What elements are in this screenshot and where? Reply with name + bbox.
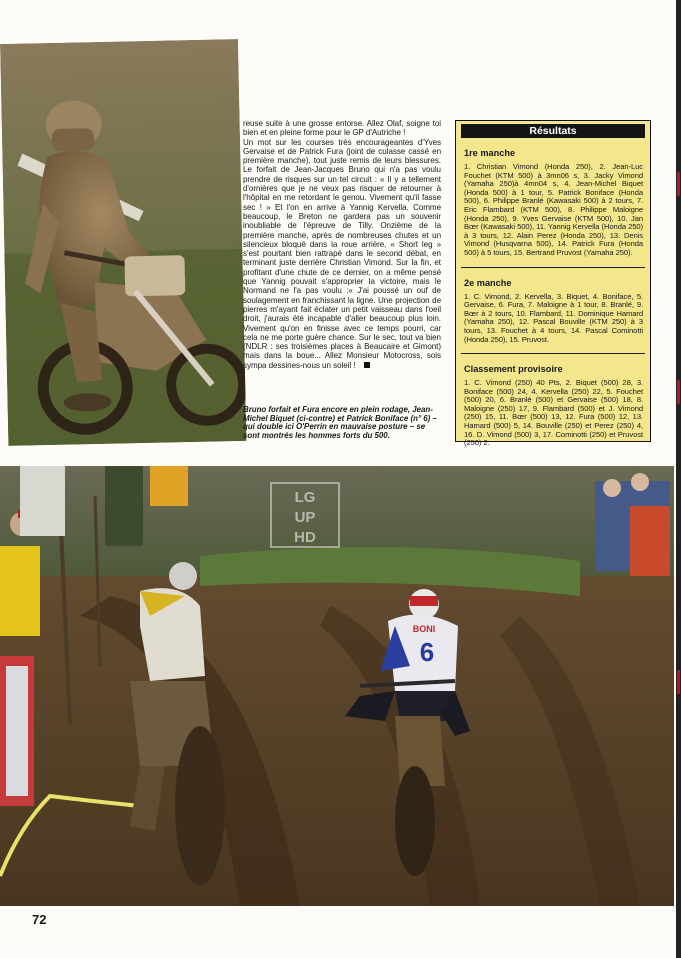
page-edge-tab bbox=[677, 670, 680, 694]
rider-photo-top bbox=[0, 39, 246, 446]
results-divider bbox=[461, 353, 645, 354]
standings-results: 1. C. Vimond (250) 40 Pts, 2. Biquet (500) 28, 3. Boniface (500) 24, 4. Kervella (250) 22, 5. Fouchet (500) 20, 6. Branlé (500) et Gervaise (500) 18, 8. Maloigne (250) 17, 9. Flambard (500) et J. Vimond (250) 15, 11. Bœr (500) 13, 12. Fura (500) 12, 13. Hamard (500) 5, 14. Bouville (250) et Perez (250) 4, 16. D. Vimond (500) 3, 17. Cominotti (250) et Pruvost (250) 2. bbox=[464, 378, 643, 448]
article-paragraph-2 bbox=[243, 138, 441, 370]
page-edge-tab bbox=[677, 172, 680, 196]
manche-2-results: 1. C. Vimond, 2. Kervella, 3. Biquet, 4. Boniface, 5. Gervaise, 6. Fura, 7. Maloigne à 1 tour, 8. Branlé, 9. Bœr à 2 tours, 10. Flambard, 11. Dominique Hamard (Yamaha 250), 12. Pascal Bouville (KTM 250) à 3 tours, 13. Fouchet à 4 tours, 14. Pascal Cominotti (Honda 250), 15. Pruvost. bbox=[464, 291, 643, 344]
page-edge bbox=[676, 0, 681, 958]
results-title: Résultats bbox=[461, 124, 645, 138]
watermark-line-1: LG bbox=[294, 489, 316, 506]
manche-1-heading: 1re manche bbox=[464, 148, 516, 158]
page-edge-tab bbox=[677, 380, 680, 404]
article-body bbox=[243, 119, 441, 370]
article-paragraph-1: reuse suite à une grosse entorse. Allez Olaf, soigne toi bien et en pleine forme pour le GP d'Autriche ! bbox=[243, 119, 441, 138]
standings-heading: Classement provisoire bbox=[464, 364, 563, 375]
end-of-article-mark bbox=[364, 362, 370, 368]
manche-2-heading: 2e manche bbox=[464, 277, 512, 288]
manche-1-results: 1. Christian Vimond (Honda 250), 2. Jean-Luc Fouchet (KTM 500) à 3mn06 s, 3. Jacky Vimond (Yamaha 250)à 4mn04 s, 4. Jean-Michel Biquet (Honda 500) à 1 tour, 5. Patrick Boniface (Honda 500), 6. Philippe Branlé (Kawasaki 500) à 2 tours, 7. Eric Flambard (KTM 500), 8. Philippe Maloigne (Honda 250), 9. Yves Gervaise (KTM 500), 10. Jan Bœr (Kawasaki 500), 11. Yannig Kervella (Honda 250) à 3 tours, 12. Alain Perez (Honda 250), 13. Denis Vimond (Husqvarna 500), 14. Patrick Fura (Honda 500) à 5 tours, 15. Bertrand Pruvost (Yamaha 250). bbox=[464, 162, 643, 257]
page-number: 72 bbox=[32, 912, 47, 927]
photo-caption: Bruno forfait et Fura encore en plein rodage, Jean-Michel Biquet (ci-contre) et Patrick Boniface (n° 6) – qui double ici O'Perrin en mauvaise posture – se sont montrés les hommes forts du 500. bbox=[243, 405, 437, 440]
jersey-name: BONI bbox=[412, 624, 436, 634]
watermark-line-2: UP bbox=[294, 509, 316, 526]
watermark-line-3: HD bbox=[294, 529, 316, 546]
results-box bbox=[455, 120, 651, 448]
watermark-logo bbox=[270, 482, 340, 548]
rider-number: 6 bbox=[419, 637, 435, 667]
results-divider bbox=[461, 267, 645, 268]
article-paragraph-2-text: Un mot sur les courses très encourageantes d'Yves Gervaise et de Patrick Fura (joint de culasse cassé en première manche), tout juste remis de leurs blessures. Le forfait de Jean-Jacques Bruno qui n'a pas voulu prendre de risques sur un tel circuit : « Il y a tellement d'ornières que je ne veux pas risquer de retourner à l'hôpital en me retordant le genou. Vivement qu'il fasse sec ! » Et l'on en arrive à Yannig Kervella. Comme beaucoup, le Breton ne gardera pas un souvenir inoubliable de l'épreuve de Tilly. Onzième de la première manche, après de nombreuses chutes et un silencieux bloqué dans la roue arrière, « Short leg » s'est pourtant bien rattrapé dans le second débat, en terminant juste derrière Christian Vimond. Sur la fin, et profitant d'une chute de ce dernier, on a même pensé que Yannig pouvait s'approprier la victoire, mais le Normand ne l'a pas voulu :« J'ai poussé un ouf de soulagement en franchissant la ligne. Une projection de pierres m'ayant fait éclater un petit vaisseau dans l'oeil droit, j'aurais été incapable d'aller beaucoup plus loin. Vivement qu'on en finisse avec ce temps pourri, car cela ne me porte guère chance. Sur le sec, tout va bien (NDLR : ses troisièmes places à Beaucaire et Gimont) mais dans la boue... Allez Monsieur Motocross, sois sympa dessines-nous un soleil ! bbox=[243, 137, 441, 370]
